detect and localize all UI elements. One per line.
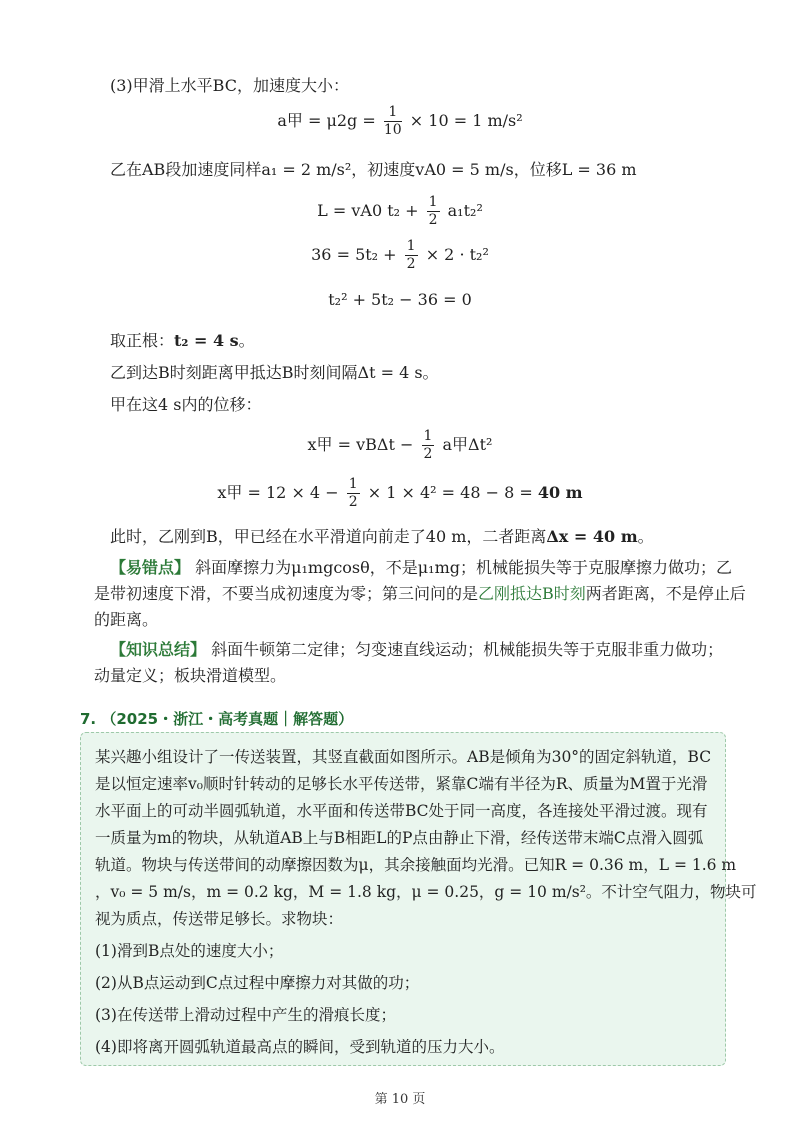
eq-L-fraction <box>427 194 440 229</box>
pitfall-line-3: 的距离。 <box>94 610 159 629</box>
summary-text-1: 斜面牛顿第二定律；匀变速直线运动；机械能损失等于克服非重力做功； <box>211 640 724 659</box>
fraction-denominator: 2 <box>423 446 433 462</box>
summary-tag: 【知识总结】 <box>110 640 207 659</box>
equation-36 <box>0 238 800 273</box>
question-line: 一质量为m的物块，从轨道AB上与B相距L的P点由静止下滑，经传送带末端C点滑入圆弧 <box>95 829 704 847</box>
root-label: 取正根： <box>110 331 175 350</box>
fraction-numerator: 1 <box>423 428 433 444</box>
equation-x-numeric <box>0 476 800 511</box>
subquestion-3: (3)在传送带上滑动过程中产生的滑痕长度； <box>95 1006 396 1024</box>
fraction-numerator: 1 <box>384 104 402 122</box>
question-header: 7. （2025・浙江・高考真题｜解答题） <box>80 710 354 728</box>
fraction-numerator: 1 <box>428 194 438 210</box>
pitfall-text-1: 斜面摩擦力为μ₁mgcosθ，不是μ₁mg；机械能损失等于克服摩擦力做功；乙 <box>195 558 733 577</box>
eq-36-tail: × 2 · t₂² <box>425 245 489 264</box>
conclusion-distance: Δx = 40 m <box>546 527 638 546</box>
eq-x-head: x甲 = vBΔt − <box>307 435 419 454</box>
eq-accel-fraction <box>384 104 402 139</box>
fraction-denominator: 2 <box>406 256 416 272</box>
fraction-numerator: 1 <box>406 238 416 254</box>
eq-L-head: L = vA0 t₂ + <box>317 201 424 220</box>
eq-36-fraction <box>405 238 418 273</box>
eq-x2-fraction <box>347 476 360 511</box>
root-value: t₂ = 4 s <box>174 331 239 350</box>
question-line: 某兴趣小组设计了一传送装置，其竖直截面如图所示。AB是倾角为30°的固定斜轨道，BC <box>95 748 712 766</box>
pitfall-text-2c: 两者距离，不是停止后 <box>585 584 746 603</box>
equation-quadratic: t₂² + 5t₂ − 36 = 0 <box>328 290 472 309</box>
pitfall-text-2a: 是带初速度下滑，不要当成初速度为零；第三问问的是 <box>94 584 479 603</box>
subquestion-1: (1)滑到B点处的速度大小； <box>95 942 284 960</box>
question-line: 是以恒定速率v₀顺时针转动的足够长水平传送带，紧靠C端有半径为R、质量为M置于光滑 <box>95 775 708 793</box>
conclusion-end: 。 <box>637 527 654 546</box>
eq-L-tail: a₁t₂² <box>447 201 483 220</box>
fraction-denominator: 2 <box>348 494 358 510</box>
eq-x-tail: a甲Δt² <box>442 435 493 454</box>
pitfall-line-2 <box>94 582 746 606</box>
eq-x2-mid: × 1 × 4² = 48 − 8 = <box>367 483 538 502</box>
fraction-denominator: 2 <box>428 212 438 228</box>
pitfall-highlight: 乙刚抵达B时刻 <box>478 584 586 603</box>
subquestion-2: (2)从B点运动到C点过程中摩擦力对其做的功； <box>95 974 420 992</box>
summary-line-2: 动量定义；板块滑道模型。 <box>94 666 287 685</box>
yi-conditions: 乙在AB段加速度同样a₁ = 2 m/s²，初速度vA0 = 5 m/s，位移L = 36 m <box>110 160 637 179</box>
pitfall-line-1 <box>110 556 732 580</box>
fraction-denominator: 10 <box>383 122 402 138</box>
displacement-intro: 甲在这4 s内的位移： <box>110 395 262 414</box>
conclusion-line <box>110 525 654 549</box>
equation-acceleration <box>0 104 800 139</box>
eq-accel-tail: × 10 = 1 m/s² <box>409 111 523 130</box>
fraction-numerator: 1 <box>348 476 358 492</box>
page-number: 第 10 页 <box>374 1092 426 1107</box>
eq-accel-head: a甲 = μ2g = <box>277 111 381 130</box>
question-line: 视为质点，传送带足够长。求物块： <box>95 910 344 928</box>
subquestion-4: (4)即将离开圆弧轨道最高点的瞬间，受到轨道的压力大小。 <box>95 1038 505 1056</box>
eq-x2-result: 40 m <box>537 483 583 502</box>
eq-36-head: 36 = 5t₂ + <box>311 245 402 264</box>
eq-x-fraction <box>422 428 435 463</box>
root-end: 。 <box>238 331 255 350</box>
interval-line: 乙到达B时刻距离甲抵达B时刻间隔Δt = 4 s。 <box>110 363 439 382</box>
question-line: 水平面上的可动半圆弧轨道，水平面和传送带BC处于同一高度，各连接处平滑过渡。现有 <box>95 802 708 820</box>
pitfall-tag: 【易错点】 <box>110 558 191 577</box>
question-line: 轨道。物块与传送带间的动摩擦因数为μ，其余接触面均光滑。已知R = 0.36 m，L = 1.6 m <box>95 856 737 874</box>
eq-x2-head: x甲 = 12 × 4 − <box>217 483 344 502</box>
question-line: ，v₀ = 5 m/s，m = 0.2 kg，M = 1.8 kg，μ = 0.25，g = 10 m/s²。不计空气阻力，物块可 <box>95 883 757 901</box>
conclusion-text: 此时，乙刚到B，甲已经在水平滑道向前走了40 m，二者距离 <box>110 527 547 546</box>
positive-root-line <box>110 329 255 353</box>
equation-L <box>0 194 800 229</box>
summary-line-1 <box>110 638 723 662</box>
equation-x-general <box>0 428 800 463</box>
part3-intro: (3)甲滑上水平BC，加速度大小： <box>110 76 349 95</box>
